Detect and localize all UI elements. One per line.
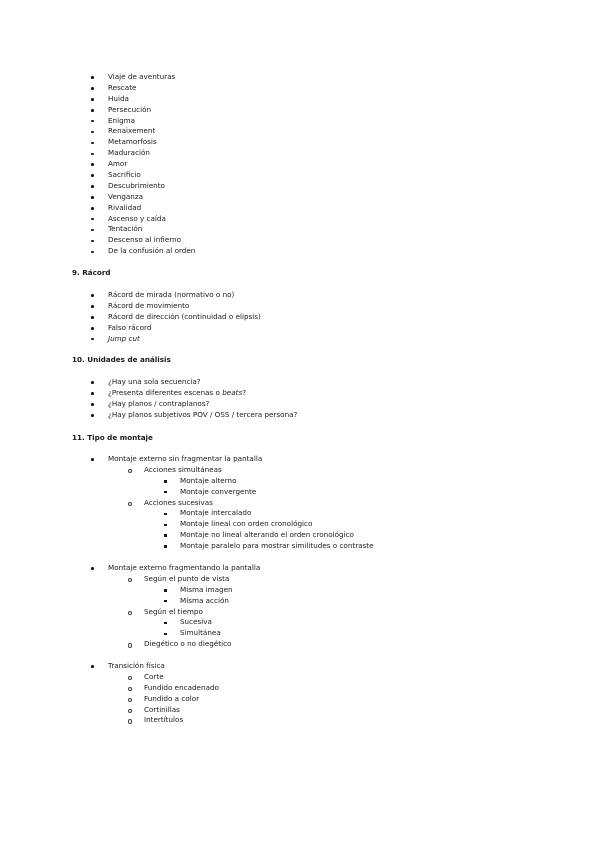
unidades-list [0,377,600,421]
list-item: Amor [0,159,600,170]
subsublist-item: Montaje lineal con orden cronológico [180,519,600,530]
montaje-group-2-list [0,563,600,650]
sublist-item: Fundido encadenado [144,683,600,694]
subsublist [144,508,600,552]
sublist-item [144,574,600,607]
list-item: Jump cut [0,334,600,345]
sublist-item [144,465,600,498]
list-item: Rescate [0,83,600,94]
list-item-label: Montaje externo sin fragmentar la pantalla [108,454,263,463]
section-heading-tipo-montaje: 11. Tipo de montaje [72,433,153,442]
section-heading-unidades: 10. Unidades de análisis [72,355,171,364]
sublist-item: Cortinillas [144,705,600,716]
sublist-item [144,607,600,640]
list-item: Maduración [0,148,600,159]
subsublist-item: Montaje paralelo para mostrar similitudes o contraste [180,541,600,552]
list-item: Descubrimiento [0,181,600,192]
list-item: Falso rácord [0,323,600,334]
montaje-group-3 [0,661,600,726]
list-item: Ascenso y caída [0,214,600,225]
sublist-item-label: Según el punto de vista [144,573,230,583]
list-item: Descenso al infierno [0,235,600,246]
subsublist [144,476,600,498]
list-item [0,388,600,399]
subsublist-item: Sucesiva [180,617,600,628]
montaje-group-1 [0,454,600,552]
list-item [0,661,600,726]
list-item-text: ? [242,387,247,397]
subsublist-item: Montaje intercalado [180,508,600,519]
sublist [108,465,600,552]
racord-list [0,290,600,344]
story-types-list [0,72,600,257]
list-item: ¿Hay planos subjetivos POV / OSS / tercera persona? [0,410,600,421]
list-item: Metamorfosis [0,137,600,148]
list-item: Persecución [0,105,600,116]
list-item: Renaixement [0,126,600,137]
list-item [0,563,600,650]
list-item: ¿Hay planos / contraplanos? [0,399,600,410]
list-item: Rácord de movimiento [0,301,600,312]
subsublist-item: Misma acción [180,596,600,607]
subsublist-item: Montaje alterno [180,476,600,487]
montaje-group-1-list [0,454,600,552]
list-item: Tentación [0,224,600,235]
list-item: De la confusión al orden [0,246,600,257]
list-item: Huida [0,94,600,105]
list-item: Sacrificio [0,170,600,181]
list-item-text: ¿Presenta diferentes escenas o [108,387,223,397]
sublist-item: Diegético o no diegético [144,639,600,650]
montaje-group-2 [0,563,600,650]
list-item-label: Transición física [108,661,165,670]
story-types-list-block [0,72,600,257]
racord-list-block [0,290,600,344]
list-item: Rácord de dirección (continuidad o elipsis) [0,312,600,323]
section-heading-racord: 9. Rácord [72,268,111,277]
sublist-item [144,498,600,552]
subsublist-item: Montaje convergente [180,487,600,498]
list-item-italic-term: beats [222,387,243,397]
list-item: Venganza [0,192,600,203]
sublist [108,574,600,650]
list-item: Rivalidad [0,203,600,214]
subsublist-item: Simultánea [180,628,600,639]
sublist-item: Corte [144,672,600,683]
subsublist-item: Montaje no lineal alterando el orden cronológico [180,530,600,541]
montaje-group-3-list [0,661,600,726]
unidades-list-block [0,377,600,421]
subsublist [144,617,600,639]
sublist [108,672,600,726]
list-item: Enigma [0,116,600,127]
sublist-item-label: Según el tiempo [144,606,203,616]
list-item [0,454,600,552]
sublist-item: Fundido a color [144,694,600,705]
list-item: Rácord de mirada (normativo o no) [0,290,600,301]
subsublist-item: Misma imagen [180,585,600,596]
sublist-item-label: Acciones sucesivas [144,497,213,507]
list-item: Viaje de aventuras [0,72,600,83]
sublist-item: Intertítulos [144,715,600,726]
subsublist [144,585,600,607]
list-item-label: Montaje externo fragmentando la pantalla [108,563,261,572]
sublist-item-label: Acciones simultáneas [144,464,222,474]
list-item: ¿Hay una sola secuencia? [0,377,600,388]
